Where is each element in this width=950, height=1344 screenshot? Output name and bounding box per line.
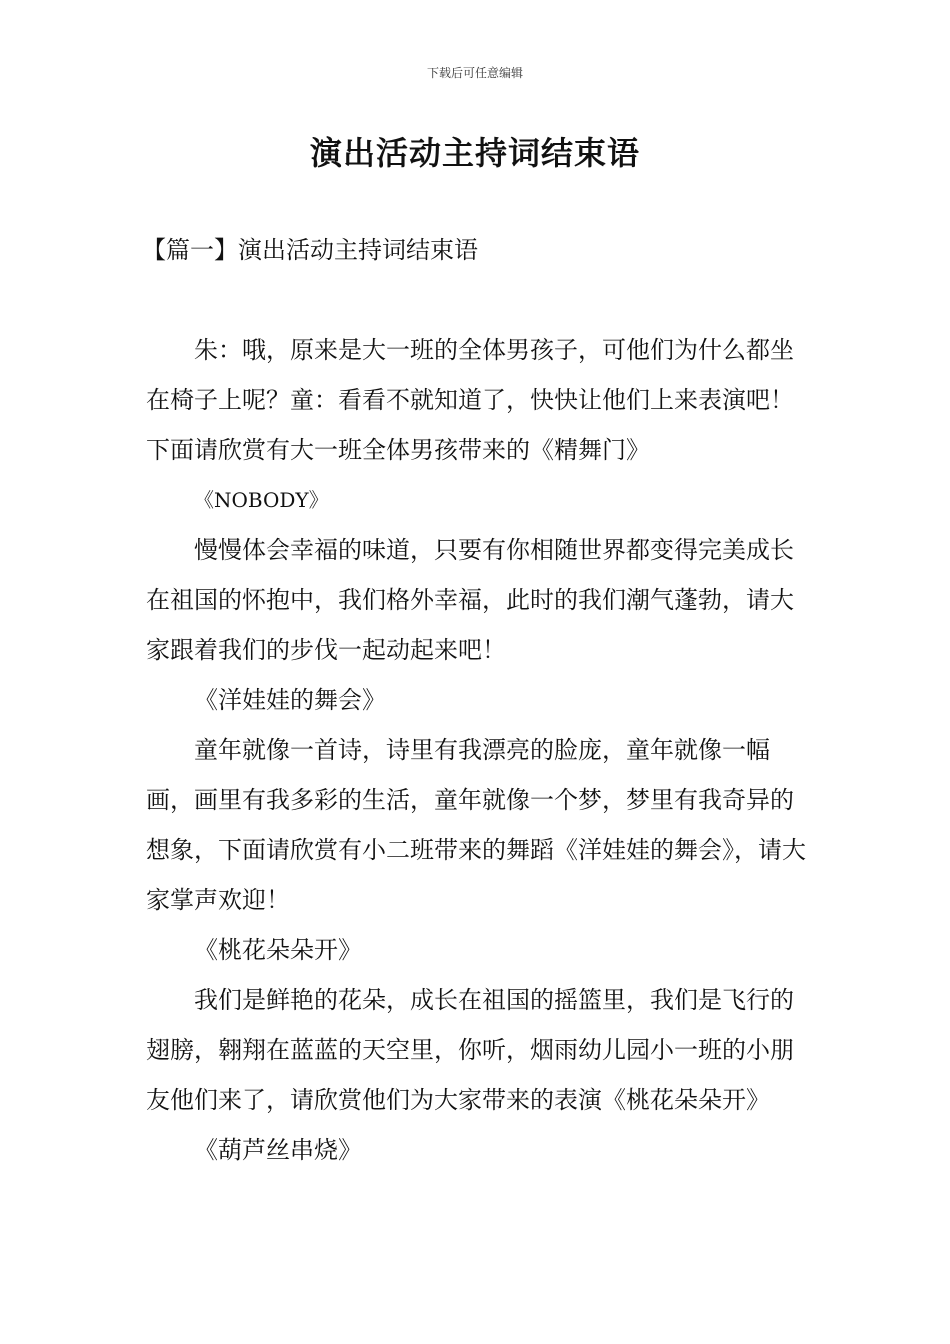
paragraph: 童年就像一首诗，诗里有我漂亮的脸庞，童年就像一幅画，画里有我多彩的生活，童年就像一个梦，梦里有我奇异的想象，下面请欣赏有小二班带来的舞蹈《洋娃娃的舞会》，请大家掌声欢迎！ — [146, 736, 806, 914]
paragraph: 朱：哦，原来是大一班的全体男孩子，可他们为什么都坐在椅子上呢？童：看看不就知道了，快快让他们上来表演吧！下面请欣赏有大一班全体男孩带来的《精舞门》 — [146, 336, 794, 464]
page-title: 演出活动主持词结束语 — [309, 134, 640, 172]
header-note: 下载后可任意编辑 — [426, 66, 523, 80]
paragraph: 慢慢体会幸福的味道，只要有你相随世界都变得完美成长在祖国的怀抱中，我们格外幸福，此时的我们潮气蓬勃，请大家跟着我们的步伐一起动起来吧！ — [146, 536, 794, 664]
program-title: 《洋娃娃的舞会》 — [194, 686, 386, 714]
section-heading: 【篇一】演出活动主持词结束语 — [142, 236, 478, 264]
program-title: 《葫芦丝串烧》 — [194, 1136, 362, 1164]
paragraph: 我们是鲜艳的花朵，成长在祖国的摇篮里，我们是飞行的翅膀，翱翔在蓝蓝的天空里，你听，烟雨幼儿园小一班的小朋友他们来了，请欣赏他们为大家带来的表演《桃花朵朵开》 — [146, 986, 794, 1114]
document-body — [146, 325, 810, 1175]
program-title: 《桃花朵朵开》 — [194, 936, 362, 964]
program-title: 《NOBODY》 — [194, 488, 329, 512]
